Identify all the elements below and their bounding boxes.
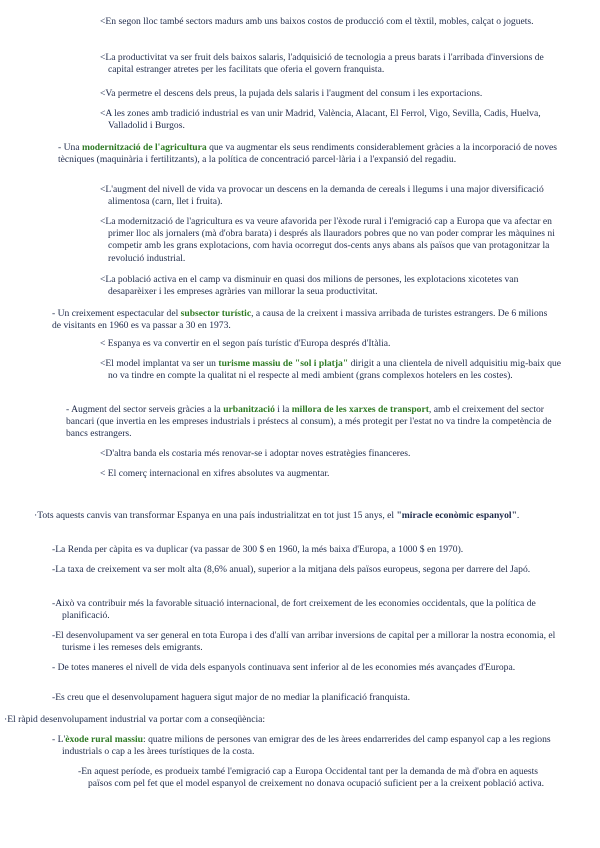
dash-income: -La Renda per càpita es va duplicar (va passar de 300 $ en 1960, la més baixa d'Europa, a 1000 $ en 1970). — [52, 544, 464, 555]
rural-exodus-paragraph: - L'èxode rural massiu: quatre milions de persones van emigrar des de les àrees endarrerides del camp espanyol cap a les regions industrials o cap a les àrees turístiques de la costa. — [52, 734, 551, 758]
bullet-active-population: <La població activa en el camp va disminuir en quasi dos milions de persones, les explotacions xicotetes van desaparèixer i les empreses agràries van millorar la seua productivitat. — [100, 274, 519, 298]
bullet-banking: <D'altra banda els costaria més renovar-se i adoptar noves estratègies financeres. — [100, 448, 411, 459]
dash-living-standard: - De totes maneres el nivell de vida dels espanyols continuava sent inferior al de les economies més avançades d'Europa. — [52, 662, 516, 673]
dash-growth-rate: -La taxa de creixement va ser molt alta (8,6% anual), superior a la mitjana dels països europeus, segona per darrere del Japó. — [52, 564, 531, 575]
dash-international: -Això va contribuir més la favorable situació internacional, de fort creixement de les economies occidentals, que la política de planificació. — [52, 598, 536, 622]
economic-miracle-term: "miracle econòmic espanyol" — [396, 510, 517, 521]
rural-exodus-term: èxode rural massiu — [65, 734, 144, 745]
miracle-paragraph: ·Tots aquests canvis van transformar Espanya en una país industrialitzat en tot just 15 anys, el "miracle econòmic espanyol". — [34, 510, 520, 521]
bullet-diet-change: <L'augment del nivell de vida va provocar un descens en la demanda de cereals i llegums i una major diversificació alimentosa (carn, llet i fruita). — [100, 184, 544, 208]
services-paragraph: - Augment del sector serveis gràcies a la urbanització i la millora de les xarxes de transport, amb el creixement del sector bancari (que invertia en les empreses industrials i préstecs al consum), a més protegit per l'estat no va tindre la competència de bancs estrangers. — [66, 404, 552, 440]
agriculture-modernization-term: modernització de l'agricultura — [81, 142, 207, 153]
bullet-prices: <Va permetre el descens dels preus, la pujada dels salaris i l'augment del consum i les exportacions. — [100, 88, 483, 99]
bullet-rural-exodus: <La modernització de l'agricultura es va veure afavorida per l'èxode rural i l'emigració cap a Europa que va afectar en primer lloc als jornalers (mà d'obra barata) i després als llauradors pobres que no van poder comprar les màquines ni competir amb les grans explotacions, com havia ocorregut dos-cents anys abans als països que van protagonitzar la revolució industrial. — [100, 216, 555, 264]
bullet-second-country: < Espanya es va convertir en el segon país turístic d'Europa després d'Itàlia. — [100, 338, 391, 349]
tourism-paragraph: - Un creixement espectacular del subsector turístic, a causa de la creixent i massiva arribada de turistes estrangers. De 6 milions de visitants en 1960 es va passar a 30 en 1973. — [52, 308, 548, 332]
bullet-industrial-zones: <A les zones amb tradició industrial es van unir Madrid, València, Alacant, El Ferrol, Vigo, Sevilla, Cadis, Huelva, Valladolid i Burgos. — [100, 108, 541, 132]
bullet-commerce: < El comerç internacional en xifres absolutes va augmentar. — [100, 468, 330, 479]
dash-planning: -Es creu que el desenvolupament haguera sigut major de no mediar la planificació franquista. — [52, 692, 411, 703]
urbanization-term: urbanització — [223, 404, 275, 415]
dash-european-development: -El desenvolupament va ser general en tota Europa i des d'allí van arribar inversions de capital per a millorar la nostra economia, el turisme i les remeses dels emigrants. — [52, 630, 556, 654]
transport-networks-term: millora de les xarxes de transport — [291, 404, 429, 415]
bullet-mass-tourism: <El model implantat va ser un turisme massiu de "sol i platja" dirigit a una clientela de nivell adquisitiu mig-baix que no va tindre en compte la qualitat ni el respecte al medi ambient (grans complexos hotelers en les costes). — [100, 358, 562, 382]
agriculture-paragraph: - Una modernització de l'agricultura que va augmentar els seus rendiments considerablement gràcies a la incorporació de noves tècniques (maquinària i fertilitzants), a la política de concentració parcel·lària i a l'expansió del regadiu. — [58, 142, 557, 166]
bullet-traditional-sectors: <En segon lloc també sectors madurs amb uns baixos costos de producció com el tèxtil, mobles, calçat o joguets. — [100, 16, 534, 27]
emigration-europe-paragraph: -En aquest període, es produeix també l'emigració cap a Europa Occidental tant per la demanda de mà d'obra en aquests països com pel fet que el model espanyol de creixement no donava ocupació suficient per a la creixent població activa. — [78, 766, 545, 790]
tourism-subsector-term: subsector turístic — [180, 308, 252, 319]
consequences-heading: ·El ràpid desenvolupament industrial va portar com a conseqüència: — [4, 714, 266, 725]
mass-tourism-term: turisme massiu de "sol i platja" — [218, 358, 349, 369]
bullet-productivity: <La productivitat va ser fruit dels baixos salaris, l'adquisició de tecnologia a preus barats i l'arribada d'inversions de capital estranger atretes per les facilitats que oferia el govern franquista. — [100, 52, 544, 76]
